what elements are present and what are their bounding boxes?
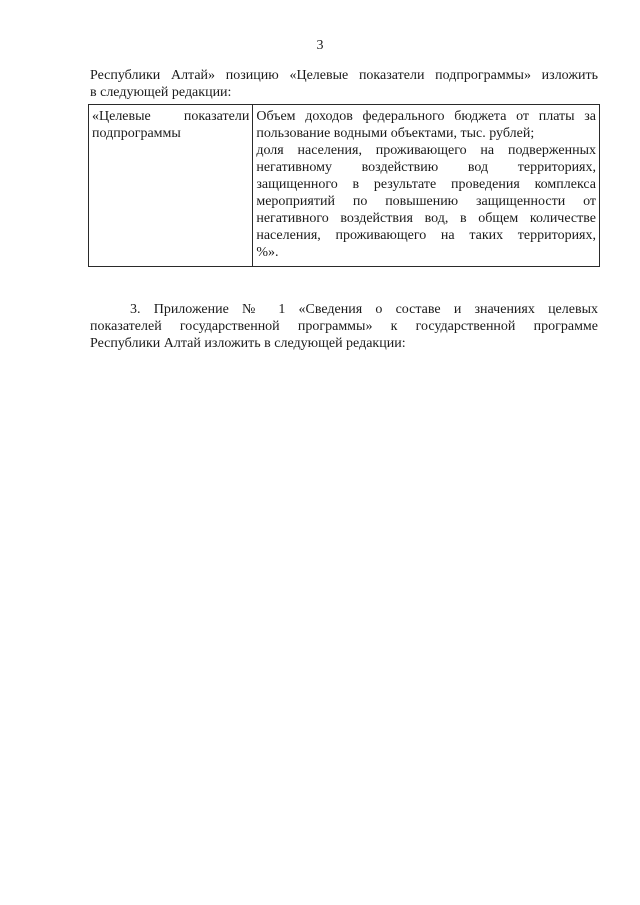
- value-line-3: доля населения, проживающего на подверженных: [256, 143, 596, 158]
- value-line-6: мероприятий по повышению защищенности от: [256, 194, 596, 209]
- value-line-4: негативному воздействию вод территориях,: [256, 160, 596, 175]
- lead-line-1: Республики Алтай» позицию «Целевые показатели подпрограммы» изложить: [90, 68, 598, 83]
- lead-line-2: в следующей редакции:: [90, 85, 232, 100]
- value-line-5: защищенного в результате проведения комплекса: [256, 177, 596, 192]
- item-3-line-2: показателей государственной программы» к государственной программе: [90, 319, 598, 334]
- value-line-1: Объем доходов федерального бюджета от платы за: [256, 109, 596, 124]
- item-3-line-3: Республики Алтай изложить в следующей редакции:: [90, 336, 406, 351]
- value-line-2: пользование водными объектами, тыс. рублей;: [256, 126, 535, 141]
- item-3-paragraph: [90, 301, 598, 352]
- page-number: 3: [316, 38, 324, 53]
- position-name-line-2: подпрограммы: [92, 126, 181, 141]
- item-3-line-1: 3. Приложение № 1 «Сведения о составе и значениях целевых: [130, 302, 598, 317]
- position-value-cell: [253, 105, 600, 267]
- value-line-7: негативного воздействия вод, в общем количестве: [256, 211, 596, 226]
- position-name-cell: [89, 105, 253, 267]
- indicators-position-table: [88, 104, 600, 267]
- value-line-9: %».: [256, 245, 279, 260]
- value-line-8: населения, проживающего на таких территориях,: [256, 228, 596, 243]
- position-name-line-1: «Целевые показатели: [92, 109, 250, 124]
- lead-paragraph: [90, 67, 598, 101]
- table-row: [89, 105, 600, 267]
